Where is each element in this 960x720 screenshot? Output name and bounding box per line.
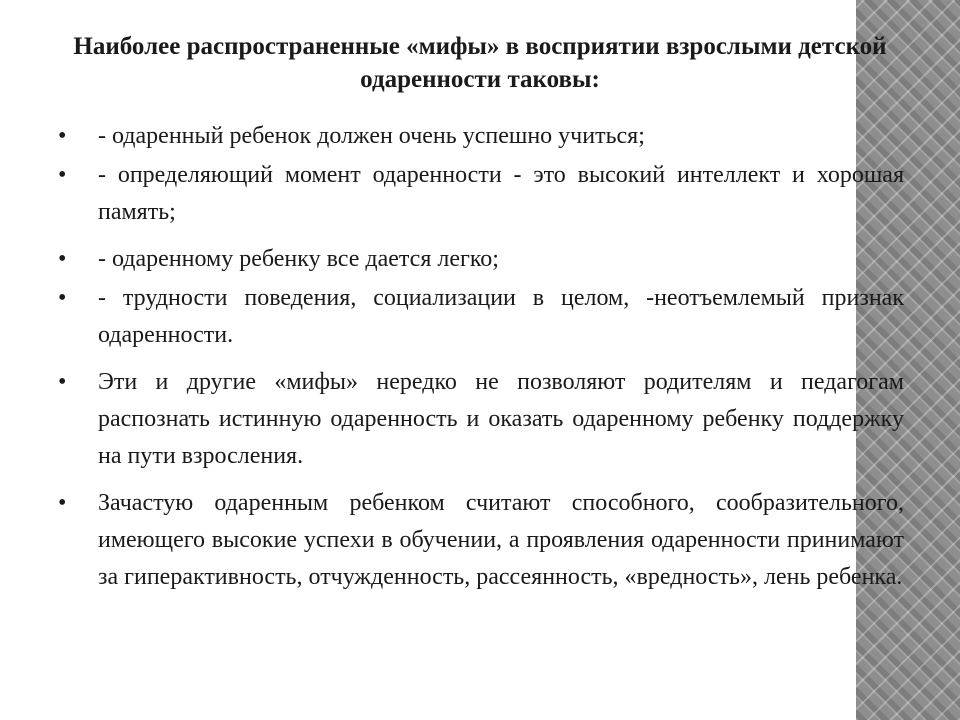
bullet-marker: • bbox=[58, 490, 67, 516]
bullet-text: Зачастую одаренным ребенком считают способного, сообразительного, имеющего высокие успехи в обучении, а проявления одаренности принимают за гиперактивность, отчужденность, рассеянность, «вредность», лень ребенка. bbox=[98, 490, 904, 590]
bullet-item bbox=[58, 157, 904, 231]
bullet-marker: • bbox=[58, 285, 67, 311]
bullet-marker: • bbox=[58, 123, 67, 149]
bullet-marker: • bbox=[58, 246, 67, 272]
bullet-list bbox=[58, 118, 904, 602]
bullet-item bbox=[58, 364, 904, 475]
bullet-text: - определяющий момент одаренности - это высокий интеллект и хорошая память; bbox=[98, 162, 904, 225]
bullet-item bbox=[58, 118, 904, 155]
bullet-text: Эти и другие «мифы» нередко не позволяют родителям и педагогам распознать истинную одаренность и оказать одаренному ребенку поддержку на пути взросления. bbox=[98, 369, 904, 469]
bullet-item bbox=[58, 280, 904, 354]
bullet-text: - одаренному ребенку все дается легко; bbox=[98, 246, 499, 272]
bullet-marker: • bbox=[58, 369, 67, 395]
bullet-text: - трудности поведения, социализации в целом, -неотъемлемый признак одаренности. bbox=[98, 285, 904, 348]
bullet-text: - одаренный ребенок должен очень успешно учиться; bbox=[98, 123, 645, 149]
bullet-item bbox=[58, 241, 904, 278]
bullet-marker: • bbox=[58, 162, 67, 188]
bullet-item bbox=[58, 485, 904, 596]
slide-title: Наиболее распространенные «мифы» в восприятии взрослыми детской одаренности таковы: bbox=[73, 33, 887, 93]
